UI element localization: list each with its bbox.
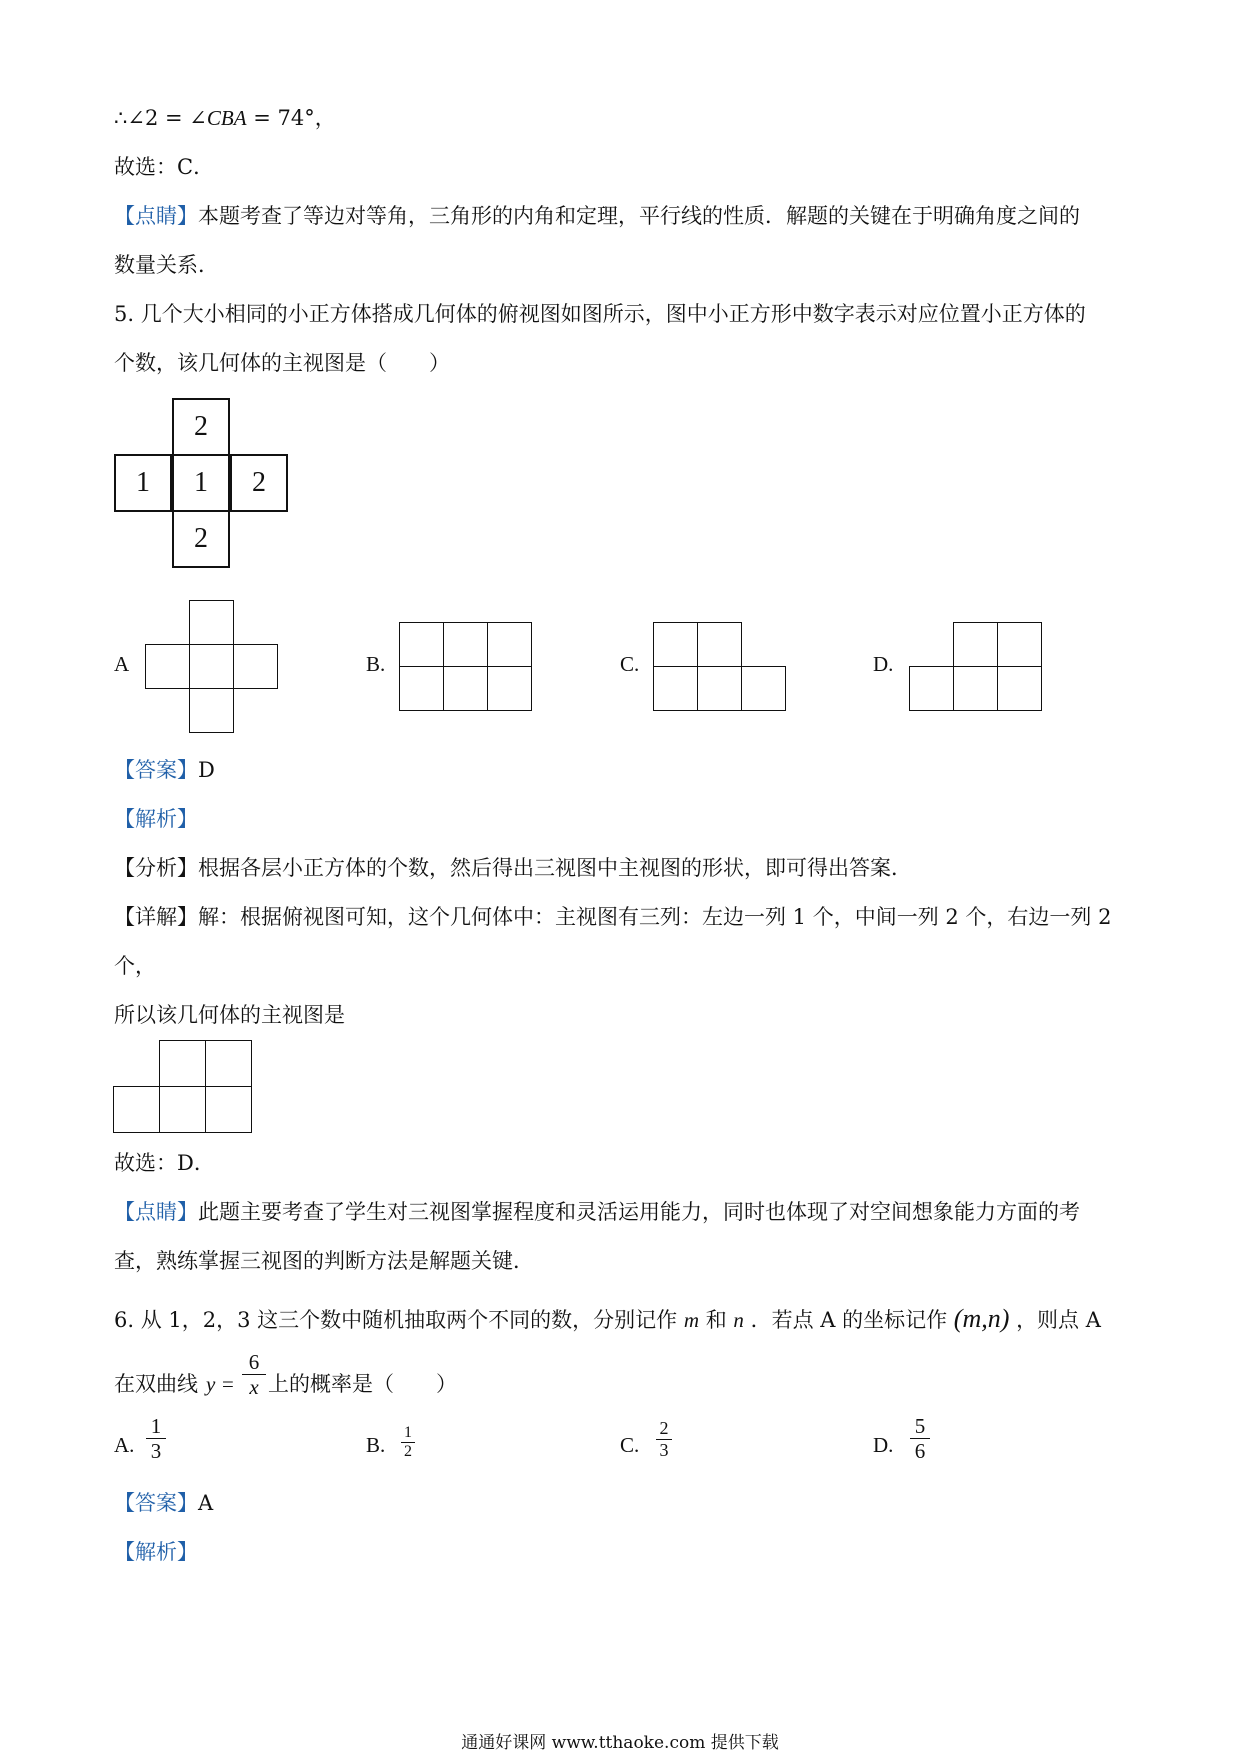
angle-prefix: ∴∠2 = ∠ [114, 106, 207, 130]
q5-xiangjie-text: 解：根据俯视图可知，这个几何体中：主视图有三列：左边一列 1 个，中间一列 2 个，右边一列 2 [198, 905, 1112, 929]
grid-cell-bottom: 2 [172, 510, 230, 568]
fraction-denominator: x [249, 1375, 259, 1399]
square [399, 666, 444, 711]
q6-option-d-fraction [910, 1414, 930, 1463]
q5-option-d-label: D. [873, 652, 894, 676]
q6-and: 和 [705, 1308, 727, 1332]
q6-analysis-tag: 【解析】 [114, 1540, 198, 1564]
q5-comment-cont: 查，熟练掌握三视图的判断方法是解题关键． [114, 1249, 534, 1273]
q4-comment-cont: 数量关系． [114, 253, 219, 277]
square [953, 622, 998, 667]
q5-option-c-label: C. [620, 652, 640, 676]
fraction-numerator: 1 [404, 1424, 412, 1441]
square [113, 1086, 160, 1133]
square [653, 666, 698, 711]
q6-text-a: 6. 从 1，2，3 这三个数中随机抽取两个不同的数，分别记作 [114, 1308, 678, 1332]
q5-stem-line1: 5. 几个大小相同的小正方体搭成几何体的俯视图如图所示，图中小正方形中数字表示对应位置小正方体的 [114, 302, 1086, 326]
q6-answer [114, 1488, 213, 1518]
q5-fenxi [114, 853, 912, 883]
grid-cell-left: 1 [114, 454, 172, 512]
q5-xiangjie [114, 902, 1111, 932]
fraction-numerator: 1 [150, 1414, 162, 1438]
q5-fenxi-text: 根据各层小正方体的个数，然后得出三视图中主视图的形状，即可得出答案． [198, 856, 912, 880]
fraction-denominator: 3 [659, 1440, 669, 1460]
q5-xiangjie-cont: 个， [114, 954, 156, 978]
square [697, 666, 742, 711]
q6-option-b-fraction [401, 1424, 415, 1461]
square [205, 1040, 252, 1087]
q5-fenxi-tag: 【分析】 [114, 856, 198, 880]
q5-comment [114, 1197, 1080, 1227]
square [697, 622, 742, 667]
square [399, 622, 444, 667]
q6-answer-tag: 【答案】 [114, 1491, 198, 1515]
q6-option-a-label: A. [114, 1433, 135, 1457]
q4-comment [114, 201, 1080, 231]
square [909, 666, 954, 711]
square [159, 1040, 206, 1087]
square [487, 622, 532, 667]
angle-name: CBA [206, 106, 247, 130]
square [443, 666, 488, 711]
q6-y-eq: y = [206, 1372, 235, 1396]
q6-option-d-label: D. [873, 1433, 894, 1457]
q5-comment-tag: 【点睛】 [114, 1200, 198, 1224]
square [145, 644, 190, 689]
q4-choice: 故选：C． [114, 155, 215, 179]
q5-conclusion: 所以该几何体的主视图是 [114, 1003, 345, 1027]
square [653, 622, 698, 667]
q5-comment-text: 此题主要考查了学生对三视图掌握程度和灵活运用能力，同时也体现了对空间想象能力方面的考 [198, 1200, 1080, 1224]
square [741, 666, 786, 711]
q5-stem-line2: 个数，该几何体的主视图是（ ） [114, 351, 450, 375]
square [189, 644, 234, 689]
q6-stem-line2-b: 上的概率是（ ） [268, 1372, 457, 1396]
q5-analysis-tag: 【解析】 [114, 807, 198, 831]
q6-coordinate: (m,n) [953, 1304, 1010, 1333]
fraction-numerator: 5 [914, 1414, 926, 1438]
grid-cell-right: 2 [230, 454, 288, 512]
square [997, 622, 1042, 667]
angle-suffix: = 74°， [246, 106, 336, 130]
q6-option-a-fraction [146, 1414, 166, 1463]
q5-option-a-label: A [114, 652, 130, 676]
square [159, 1086, 206, 1133]
grid-cell-top: 2 [172, 398, 230, 456]
q4-comment-text: 本题考查了等边对等角，三角形的内角和定理，平行线的性质．解题的关键在于明确角度之间的 [198, 204, 1080, 228]
square [189, 688, 234, 733]
q6-stem-line2-a: 在双曲线 [114, 1372, 198, 1396]
page-footer: 通通好课网 www.tthaoke.com 提供下载 [461, 1733, 779, 1753]
q6-var-n: n [733, 1308, 744, 1332]
q5-answer-tag: 【答案】 [114, 758, 198, 782]
square [997, 666, 1042, 711]
fraction-denominator: 2 [404, 1443, 412, 1460]
q6-text-c: ，则点 A [1016, 1308, 1101, 1332]
square [233, 644, 278, 689]
q6-hyperbola-fraction [242, 1350, 266, 1399]
q6-option-b-label: B. [366, 1433, 386, 1457]
angle-conclusion [114, 103, 336, 133]
q6-option-c-fraction [656, 1418, 672, 1461]
square [189, 600, 234, 645]
q4-comment-tag: 【点睛】 [114, 204, 198, 228]
fraction-denominator: 6 [914, 1439, 926, 1463]
square [443, 622, 488, 667]
square [953, 666, 998, 711]
q6-stem-line1 [114, 1304, 1101, 1335]
fraction-numerator: 2 [659, 1418, 669, 1438]
fraction-numerator: 6 [248, 1350, 260, 1374]
q5-answer [114, 755, 215, 785]
q5-xiangjie-tag: 【详解】 [114, 905, 198, 929]
square [205, 1086, 252, 1133]
q6-answer-value: A [198, 1491, 214, 1515]
q5-option-b-label: B. [366, 652, 386, 676]
q6-option-c-label: C. [620, 1433, 640, 1457]
q5-choice: 故选：D． [114, 1151, 215, 1175]
grid-cell-center: 1 [172, 454, 230, 512]
square [487, 666, 532, 711]
q6-var-m: m [683, 1308, 700, 1332]
fraction-denominator: 3 [150, 1439, 162, 1463]
q6-text-b: ．若点 A 的坐标记作 [750, 1308, 948, 1332]
q5-answer-value: D [198, 758, 215, 782]
